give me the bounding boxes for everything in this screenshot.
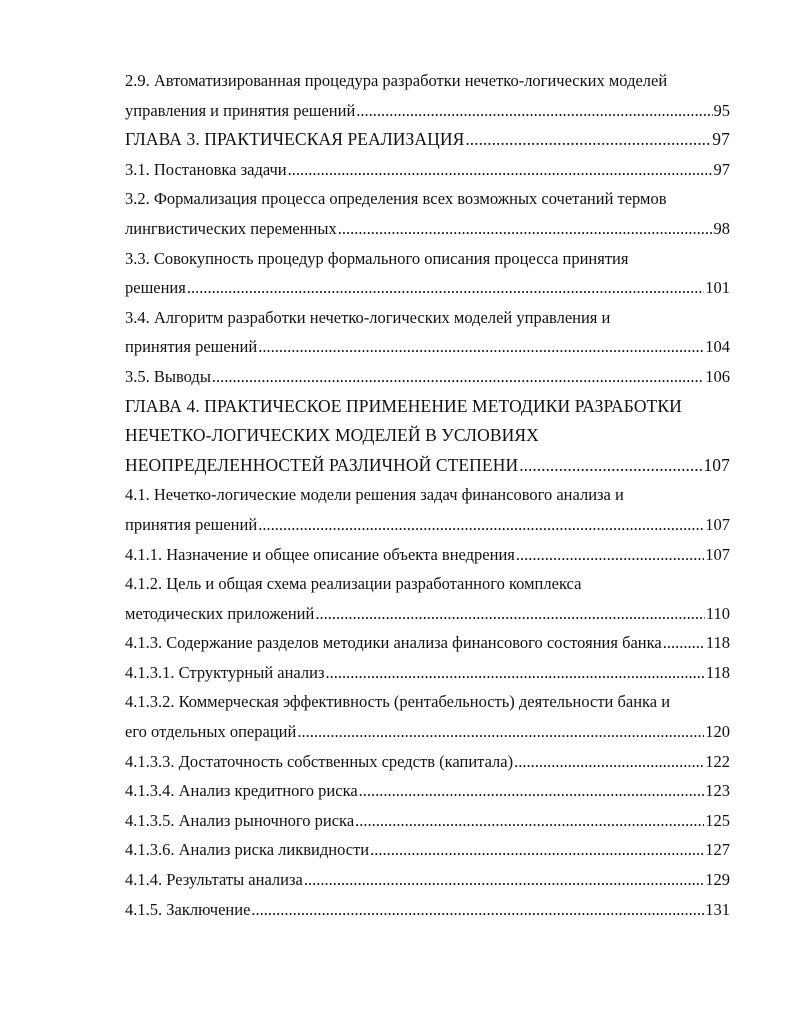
- toc-entry[interactable]: [125, 244, 730, 303]
- dot-leader: [359, 776, 705, 806]
- dot-leader: [258, 510, 704, 540]
- dot-leader: [212, 362, 704, 392]
- toc-entry[interactable]: [125, 480, 730, 539]
- toc-page-number: 120: [705, 722, 730, 742]
- dot-leader: [514, 747, 704, 777]
- toc-entry-title: лингвистических переменных: [125, 218, 337, 238]
- toc-page-number: 97: [713, 159, 730, 179]
- toc-entry[interactable]: [125, 895, 730, 925]
- toc-entry-title-line: 3.3. Совокупность процедур формального описания процесса принятия: [125, 248, 629, 268]
- dot-leader: [315, 599, 705, 629]
- toc-entry-title: НЕОПРЕДЕЛЕННОСТЕЙ РАЗЛИЧНОЙ СТЕПЕНИ: [125, 454, 519, 475]
- toc-page-number: 107: [703, 454, 730, 475]
- toc-entry-title: 4.1.3.6. Анализ риска ликвидности: [125, 840, 370, 860]
- dot-leader: [325, 658, 704, 688]
- dot-leader: [370, 835, 704, 865]
- toc-entry-title: ГЛАВА 3. ПРАКТИЧЕСКАЯ РЕАЛИЗАЦИЯ: [125, 129, 465, 150]
- toc-entry-title: принятия решений: [125, 337, 258, 357]
- toc-page-number: 110: [705, 603, 730, 623]
- toc-page-number: 118: [705, 662, 730, 682]
- toc-entry-title: 4.1.3.3. Достаточность собственных средств (капитала): [125, 751, 514, 771]
- dot-leader: [338, 214, 713, 244]
- toc-entry[interactable]: [125, 155, 730, 185]
- toc-entry-title: 4.1.3. Содержание разделов методики анализа финансового состояния банка: [125, 633, 662, 653]
- toc-entry-title: 3.1. Постановка задачи: [125, 159, 287, 179]
- toc-page-number: 97: [712, 129, 730, 150]
- toc-entry-title: 4.1.3.4. Анализ кредитного риска: [125, 781, 358, 801]
- toc-entry-title: методических приложений: [125, 603, 315, 623]
- toc-entry[interactable]: [125, 540, 730, 570]
- toc-page-number: 123: [705, 781, 730, 801]
- toc-entry-title-line: 3.2. Формализация процесса определения всех возможных сочетаний термов: [125, 189, 667, 209]
- toc-entry-title: его отдельных операций: [125, 722, 297, 742]
- toc-page-number: 107: [705, 514, 730, 534]
- toc-page-number: 131: [705, 899, 730, 919]
- toc-entry-title: 4.1.3.5. Анализ рыночного риска: [125, 810, 355, 830]
- toc-entry-title: 4.1.1. Назначение и общее описание объекта внедрения: [125, 544, 515, 564]
- dot-leader: [251, 895, 704, 925]
- toc-entry-title: управления и принятия решений: [125, 100, 356, 120]
- toc-entry[interactable]: [125, 66, 730, 125]
- dot-leader: [465, 125, 711, 155]
- toc-entry[interactable]: [125, 362, 730, 392]
- toc-entry-title: 4.1.4. Результаты анализа: [125, 870, 303, 890]
- dot-leader: [187, 273, 704, 303]
- dot-leader: [663, 628, 705, 658]
- toc-entry[interactable]: [125, 747, 730, 777]
- dot-leader: [516, 540, 704, 570]
- toc-page-number: 129: [705, 870, 730, 890]
- toc-page-number: 106: [705, 366, 730, 386]
- toc-page-number: 107: [705, 544, 730, 564]
- toc-entry[interactable]: [125, 806, 730, 836]
- toc-entry-title-line: 3.4. Алгоритм разработки нечетко-логических моделей управления и: [125, 307, 611, 327]
- dot-leader: [356, 96, 712, 126]
- toc-entry-title: решения: [125, 278, 186, 298]
- table-of-contents: [125, 66, 730, 924]
- toc-entry[interactable]: [125, 569, 730, 628]
- toc-entry[interactable]: [125, 184, 730, 243]
- toc-entry[interactable]: [125, 776, 730, 806]
- dot-leader: [519, 451, 702, 481]
- toc-page-number: 125: [705, 810, 730, 830]
- dot-leader: [297, 717, 704, 747]
- dot-leader: [304, 865, 704, 895]
- toc-entry-title-line: НЕЧЕТКО-ЛОГИЧЕСКИХ МОДЕЛЕЙ В УСЛОВИЯХ: [125, 425, 539, 446]
- toc-page-number: 104: [705, 337, 730, 357]
- toc-page-number: 101: [705, 278, 730, 298]
- toc-entry-title: 3.5. Выводы: [125, 366, 211, 386]
- toc-entry[interactable]: [125, 628, 730, 658]
- toc-entry[interactable]: [125, 835, 730, 865]
- toc-chapter-entry[interactable]: [125, 392, 730, 481]
- dot-leader: [355, 806, 704, 836]
- toc-entry[interactable]: [125, 687, 730, 746]
- toc-chapter-entry[interactable]: [125, 125, 730, 155]
- dot-leader: [258, 332, 704, 362]
- toc-entry-title-line: 4.1.2. Цель и общая схема реализации разработанного комплекса: [125, 574, 582, 594]
- toc-page-number: 98: [713, 218, 730, 238]
- toc-page-number: 118: [705, 633, 730, 653]
- toc-entry-title-line: ГЛАВА 4. ПРАКТИЧЕСКОЕ ПРИМЕНЕНИЕ МЕТОДИКИ РАЗРАБОТКИ: [125, 395, 682, 416]
- toc-entry[interactable]: [125, 303, 730, 362]
- toc-page-number: 127: [705, 840, 730, 860]
- toc-entry-title-line: 2.9. Автоматизированная процедура разработки нечетко-логических моделей: [125, 71, 668, 90]
- toc-entry[interactable]: [125, 865, 730, 895]
- dot-leader: [288, 155, 713, 185]
- toc-page-number: 122: [705, 751, 730, 771]
- toc-entry-title: 4.1.5. Заключение: [125, 899, 251, 919]
- toc-entry-title: 4.1.3.1. Структурный анализ: [125, 662, 325, 682]
- toc-entry-title-line: 4.1.3.2. Коммерческая эффективность (рентабельность) деятельности банка и: [125, 692, 671, 712]
- toc-entry-title-line: 4.1. Нечетко-логические модели решения задач финансового анализа и: [125, 485, 624, 505]
- toc-page-number: 95: [713, 100, 730, 120]
- toc-entry-title: принятия решений: [125, 514, 258, 534]
- toc-entry[interactable]: [125, 658, 730, 688]
